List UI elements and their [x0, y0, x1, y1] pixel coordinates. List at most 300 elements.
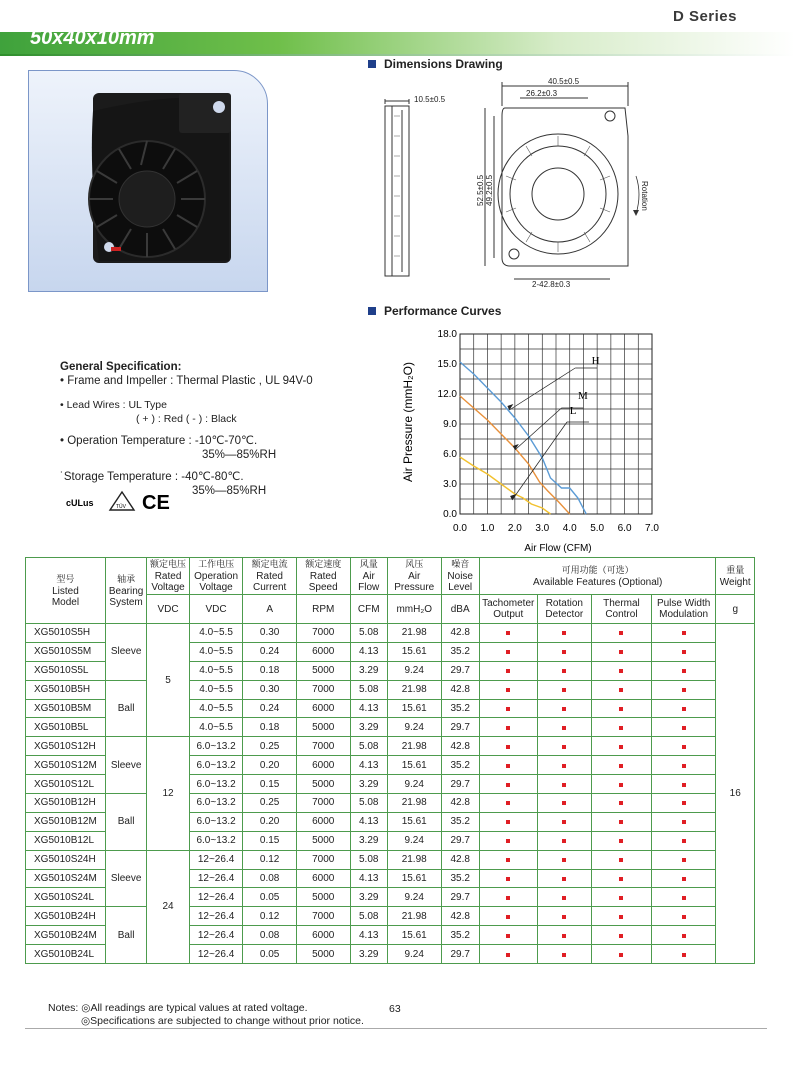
flow-cell: 4.13 — [350, 642, 387, 661]
table-row — [26, 794, 755, 813]
product-photo-frame — [28, 70, 268, 292]
notes-label: Notes: — [48, 1002, 79, 1014]
feature-available-icon — [682, 631, 686, 635]
speed-cell: 6000 — [296, 926, 350, 945]
tuv-cert-icon — [110, 492, 134, 510]
feature-available-cell — [592, 945, 652, 964]
noise-cell: 42.8 — [441, 794, 479, 813]
curve-pointer — [515, 408, 562, 450]
current-cell: 0.18 — [243, 718, 297, 737]
noise-cell: 29.7 — [441, 888, 479, 907]
flow-cell: 3.29 — [350, 661, 387, 680]
feature-available-cell — [537, 624, 592, 643]
feature-available-icon — [506, 650, 510, 654]
model-cell: XG5010B5H — [26, 680, 106, 699]
dimensions-heading-text: Dimensions Drawing — [384, 57, 503, 71]
feature-available-cell — [537, 775, 592, 794]
note-line-1: ◎All readings are typical values at rated voltage. — [81, 1002, 308, 1014]
pressure-cell: 9.24 — [387, 661, 441, 680]
feature-available-cell — [592, 812, 652, 831]
performance-chart-svg — [398, 322, 698, 557]
y-tick-label: 9.0 — [443, 419, 457, 430]
feature-available-icon — [506, 726, 510, 730]
feature-available-cell — [651, 775, 716, 794]
flow-cell: 3.29 — [350, 945, 387, 964]
noise-cell: 35.2 — [441, 699, 479, 718]
bearing-cell: Ball — [105, 680, 146, 737]
feature-available-cell — [592, 775, 652, 794]
rotation-label: Rotation — [640, 181, 649, 211]
feature-available-cell — [651, 831, 716, 850]
spec-title: General Specification: — [60, 361, 182, 373]
col-flow: 风量 Air Flow — [350, 558, 387, 595]
x-tick-label: 5.0 — [590, 523, 605, 534]
feature-available-icon — [562, 650, 566, 654]
svg-text:CE: CE — [142, 492, 170, 514]
flow-cell: 3.29 — [350, 888, 387, 907]
feature-available-cell — [537, 888, 592, 907]
feature-thermal: Thermal Control — [592, 595, 652, 624]
feature-available-icon — [682, 896, 686, 900]
current-cell: 0.05 — [243, 945, 297, 964]
current-cell: 0.24 — [243, 699, 297, 718]
feature-available-cell — [479, 642, 537, 661]
x-tick-label: 4.0 — [562, 523, 577, 534]
feature-available-icon — [562, 896, 566, 900]
feature-available-icon — [619, 915, 623, 919]
model-cell: XG5010B12H — [26, 794, 106, 813]
feature-available-cell — [479, 661, 537, 680]
noise-cell: 29.7 — [441, 775, 479, 794]
unit-op-voltage: VDC — [189, 595, 243, 624]
model-cell: XG5010S24L — [26, 888, 106, 907]
feature-available-cell — [592, 907, 652, 926]
curve-label-M: M — [577, 390, 588, 402]
feature-available-cell — [592, 888, 652, 907]
speed-cell: 6000 — [296, 699, 350, 718]
flow-cell: 3.29 — [350, 718, 387, 737]
speed-cell: 7000 — [296, 737, 350, 756]
performance-chart — [398, 322, 698, 562]
feature-available-cell — [592, 718, 652, 737]
y-tick-label: 18.0 — [437, 329, 457, 340]
feature-available-icon — [562, 669, 566, 673]
feature-available-icon — [619, 839, 623, 843]
feature-available-icon — [619, 669, 623, 673]
op-voltage-cell: 4.0~5.5 — [189, 642, 243, 661]
current-cell: 0.18 — [243, 661, 297, 680]
speed-cell: 5000 — [296, 775, 350, 794]
table-row — [26, 737, 755, 756]
op-voltage-cell: 6.0~13.2 — [189, 794, 243, 813]
page-number: 63 — [389, 1003, 401, 1015]
op-voltage-cell: 12~26.4 — [189, 850, 243, 869]
current-cell: 0.12 — [243, 907, 297, 926]
spec-frame: Frame and Impeller : Thermal Plastic , UL 94V-0 — [67, 375, 313, 387]
performance-heading-text: Performance Curves — [384, 304, 502, 318]
feature-available-cell — [651, 850, 716, 869]
feature-available-cell — [592, 699, 652, 718]
feature-available-icon — [562, 934, 566, 938]
speed-cell: 5000 — [296, 718, 350, 737]
noise-cell: 35.2 — [441, 869, 479, 888]
feature-available-icon — [506, 783, 510, 787]
feature-available-cell — [592, 756, 652, 775]
title-bar-line — [0, 54, 795, 56]
feature-available-cell — [592, 831, 652, 850]
spec-storage-humidity: 35%—85%RH — [192, 485, 267, 497]
feature-available-cell — [537, 680, 592, 699]
noise-cell: 42.8 — [441, 907, 479, 926]
feature-available-cell — [537, 737, 592, 756]
model-cell: XG5010S12H — [26, 737, 106, 756]
feature-available-cell — [651, 737, 716, 756]
feature-available-icon — [506, 915, 510, 919]
feature-available-icon — [682, 688, 686, 692]
col-pressure: 风压 Air Pressure — [387, 558, 441, 595]
model-cell: XG5010B12M — [26, 812, 106, 831]
flow-cell: 4.13 — [350, 756, 387, 775]
current-cell: 0.30 — [243, 624, 297, 643]
model-cell: XG5010B24M — [26, 926, 106, 945]
noise-cell: 29.7 — [441, 945, 479, 964]
feature-available-icon — [506, 745, 510, 749]
flow-cell: 3.29 — [350, 775, 387, 794]
feature-available-icon — [619, 764, 623, 768]
feature-available-icon — [682, 953, 686, 957]
unit-current: A — [243, 595, 297, 624]
feature-available-cell — [651, 624, 716, 643]
op-voltage-cell: 12~26.4 — [189, 888, 243, 907]
feature-available-icon — [619, 896, 623, 900]
pressure-cell: 9.24 — [387, 775, 441, 794]
feature-available-icon — [562, 783, 566, 787]
pressure-cell: 21.98 — [387, 850, 441, 869]
feature-available-icon — [506, 707, 510, 711]
pressure-cell: 9.24 — [387, 945, 441, 964]
feature-available-cell — [651, 812, 716, 831]
feature-available-cell — [537, 907, 592, 926]
table-row — [26, 907, 755, 926]
feature-available-icon — [619, 688, 623, 692]
noise-cell: 35.2 — [441, 812, 479, 831]
feature-available-cell — [479, 737, 537, 756]
feature-available-icon — [619, 934, 623, 938]
current-cell: 0.08 — [243, 869, 297, 888]
feature-available-cell — [537, 945, 592, 964]
series-line-H — [460, 362, 586, 514]
performance-heading — [368, 304, 501, 318]
feature-available-icon — [562, 839, 566, 843]
col-bearing: 轴承 Bearing System — [105, 558, 146, 624]
noise-cell: 42.8 — [441, 850, 479, 869]
noise-cell: 42.8 — [441, 680, 479, 699]
feature-available-cell — [651, 907, 716, 926]
op-voltage-cell: 6.0~13.2 — [189, 737, 243, 756]
feature-available-icon — [619, 783, 623, 787]
svg-text:TÜV: TÜV — [116, 504, 126, 510]
col-features: 可用功能（可选） Available Features (Optional) — [479, 558, 716, 595]
speed-cell: 7000 — [296, 624, 350, 643]
bearing-cell: Ball — [105, 794, 146, 851]
x-tick-label: 2.0 — [507, 523, 522, 534]
flow-cell: 4.13 — [350, 812, 387, 831]
curve-label-L: L — [569, 405, 577, 417]
general-specification: General Specification: • Frame and Impeller : Thermal Plastic , UL 94V-0 • Lead Wires : UL Type ( + ) : Red ( - ) : Black • Operation Temperature : -10℃-70℃. 35%—85%RH ˙Storage Temperature : -40℃-80℃. 35%—85%RH — [60, 360, 360, 498]
feature-available-icon — [682, 764, 686, 768]
speed-cell: 6000 — [296, 642, 350, 661]
pressure-cell: 21.98 — [387, 737, 441, 756]
feature-available-cell — [651, 699, 716, 718]
op-voltage-cell: 4.0~5.5 — [189, 699, 243, 718]
flow-cell: 5.08 — [350, 680, 387, 699]
y-tick-label: 0.0 — [443, 509, 457, 520]
feature-available-cell — [479, 794, 537, 813]
feature-available-cell — [479, 888, 537, 907]
svg-text:cULus: cULus — [66, 498, 94, 508]
feature-available-icon — [682, 858, 686, 862]
col-model: 型号 Listed Model — [26, 558, 106, 624]
feature-available-cell — [651, 718, 716, 737]
current-cell: 0.24 — [243, 642, 297, 661]
pressure-cell: 9.24 — [387, 831, 441, 850]
y-tick-label: 3.0 — [443, 479, 457, 490]
feature-available-icon — [682, 915, 686, 919]
op-voltage-cell: 12~26.4 — [189, 869, 243, 888]
speed-cell: 6000 — [296, 756, 350, 775]
feature-available-icon — [682, 934, 686, 938]
op-voltage-cell: 4.0~5.5 — [189, 718, 243, 737]
noise-cell: 29.7 — [441, 661, 479, 680]
voltage-cell: 12 — [147, 737, 189, 850]
feature-available-icon — [506, 953, 510, 957]
spec-lead-colors: ( + ) : Red ( - ) : Black — [136, 413, 237, 425]
pressure-cell: 21.98 — [387, 680, 441, 699]
noise-cell: 42.8 — [441, 624, 479, 643]
feature-available-cell — [537, 850, 592, 869]
curve-label-H: H — [591, 355, 600, 367]
speed-cell: 7000 — [296, 850, 350, 869]
col-voltage: 额定电压 Rated Voltage — [147, 558, 189, 595]
feature-available-icon — [619, 650, 623, 654]
feature-available-icon — [506, 934, 510, 938]
model-cell: XG5010B24H — [26, 907, 106, 926]
feature-available-icon — [562, 915, 566, 919]
feature-available-icon — [562, 858, 566, 862]
flow-cell: 5.08 — [350, 907, 387, 926]
curve-pointer — [512, 422, 567, 500]
pressure-cell: 21.98 — [387, 907, 441, 926]
feature-available-cell — [651, 680, 716, 699]
voltage-cell: 24 — [147, 850, 189, 963]
speed-cell: 7000 — [296, 907, 350, 926]
feature-pwm: Pulse Width Modulation — [651, 595, 716, 624]
voltage-cell: 5 — [147, 624, 189, 737]
feature-available-icon — [619, 745, 623, 749]
current-cell: 0.12 — [243, 850, 297, 869]
x-tick-label: 7.0 — [645, 523, 659, 534]
feature-available-cell — [651, 888, 716, 907]
op-voltage-cell: 4.0~5.5 — [189, 680, 243, 699]
pressure-cell: 15.61 — [387, 812, 441, 831]
model-cell: XG5010B5L — [26, 718, 106, 737]
feature-available-icon — [682, 783, 686, 787]
bearing-cell: Sleeve — [105, 850, 146, 907]
model-cell: XG5010S24H — [26, 850, 106, 869]
feature-available-icon — [619, 726, 623, 730]
feature-rotation: Rotation Detector — [537, 595, 592, 624]
feature-available-cell — [537, 869, 592, 888]
series-label: D Series — [672, 8, 737, 25]
feature-available-icon — [562, 764, 566, 768]
feature-available-cell — [592, 869, 652, 888]
y-tick-label: 15.0 — [437, 359, 457, 370]
feature-available-icon — [619, 953, 623, 957]
feature-available-cell — [537, 642, 592, 661]
dimensions-heading — [368, 57, 503, 71]
model-cell: XG5010B24L — [26, 945, 106, 964]
feature-available-cell — [651, 869, 716, 888]
notes — [48, 1002, 364, 1028]
feature-available-cell — [651, 945, 716, 964]
feature-available-icon — [562, 631, 566, 635]
feature-available-cell — [651, 756, 716, 775]
feature-available-cell — [537, 812, 592, 831]
dimensions-drawing — [370, 76, 670, 296]
feature-available-icon — [682, 877, 686, 881]
pressure-cell: 9.24 — [387, 888, 441, 907]
speed-cell: 6000 — [296, 812, 350, 831]
model-cell: XG5010B12L — [26, 831, 106, 850]
feature-available-icon — [682, 801, 686, 805]
bullet-square-icon — [368, 60, 376, 68]
feature-available-cell — [537, 756, 592, 775]
feature-available-cell — [479, 699, 537, 718]
feature-available-icon — [562, 726, 566, 730]
current-cell: 0.25 — [243, 737, 297, 756]
feature-available-icon — [619, 631, 623, 635]
dim-height: 52.5±0.5 — [476, 174, 485, 206]
flow-cell: 4.13 — [350, 699, 387, 718]
speed-cell: 6000 — [296, 869, 350, 888]
model-cell: XG5010S12L — [26, 775, 106, 794]
feature-available-icon — [562, 745, 566, 749]
feature-available-cell — [479, 869, 537, 888]
feature-available-cell — [479, 831, 537, 850]
feature-available-cell — [592, 661, 652, 680]
table-row — [26, 680, 755, 699]
feature-available-cell — [479, 756, 537, 775]
feature-available-cell — [479, 907, 537, 926]
feature-available-cell — [592, 850, 652, 869]
feature-available-cell — [479, 624, 537, 643]
y-axis-label: Air Pressure (mmH₂O) — [401, 362, 415, 482]
feature-available-cell — [592, 737, 652, 756]
op-voltage-cell: 4.0~5.5 — [189, 661, 243, 680]
bearing-cell: Ball — [105, 907, 146, 964]
x-tick-label: 0.0 — [453, 523, 467, 534]
feature-available-cell — [592, 680, 652, 699]
noise-cell: 35.2 — [441, 642, 479, 661]
feature-available-cell — [592, 794, 652, 813]
feature-available-cell — [651, 642, 716, 661]
feature-available-cell — [537, 794, 592, 813]
pressure-cell: 15.61 — [387, 926, 441, 945]
model-title: 50x40x10mm — [30, 27, 155, 49]
noise-cell: 35.2 — [441, 756, 479, 775]
feature-available-cell — [537, 661, 592, 680]
op-voltage-cell: 12~26.4 — [189, 945, 243, 964]
model-cell: XG5010B5M — [26, 699, 106, 718]
col-noise: 噪音 Noise Level — [441, 558, 479, 595]
unit-weight: g — [716, 595, 755, 624]
model-cell: XG5010S5M — [26, 642, 106, 661]
model-cell: XG5010S12M — [26, 756, 106, 775]
op-voltage-cell: 6.0~13.2 — [189, 812, 243, 831]
feature-available-cell — [651, 794, 716, 813]
feature-available-cell — [592, 624, 652, 643]
feature-available-icon — [562, 688, 566, 692]
feature-available-cell — [479, 812, 537, 831]
col-weight: 重量 Weight — [716, 558, 755, 595]
col-op-voltage: 工作电压 Operation Voltage — [189, 558, 243, 595]
feature-available-icon — [619, 858, 623, 862]
current-cell: 0.15 — [243, 775, 297, 794]
col-speed: 额定速度 Rated Speed — [296, 558, 350, 595]
feature-available-icon — [562, 801, 566, 805]
pressure-cell: 21.98 — [387, 624, 441, 643]
certification-logos — [66, 488, 186, 519]
op-voltage-cell: 12~26.4 — [189, 907, 243, 926]
bullet-square-icon — [368, 307, 376, 315]
feature-available-icon — [506, 877, 510, 881]
feature-available-icon — [619, 707, 623, 711]
speed-cell: 7000 — [296, 794, 350, 813]
spec-storage-temp: Storage Temperature : -40℃-80℃. — [63, 471, 244, 483]
current-cell: 0.30 — [243, 680, 297, 699]
bearing-cell: Sleeve — [105, 624, 146, 681]
feature-available-cell — [479, 775, 537, 794]
noise-cell: 35.2 — [441, 926, 479, 945]
feature-available-icon — [506, 820, 510, 824]
dim-hole-spacing: 2-42.8±0.3 — [532, 280, 571, 289]
speed-cell: 5000 — [296, 945, 350, 964]
x-tick-label: 6.0 — [617, 523, 632, 534]
feature-available-icon — [682, 839, 686, 843]
ul-cert-icon — [66, 498, 94, 508]
x-tick-label: 1.0 — [480, 523, 495, 534]
noise-cell: 29.7 — [441, 718, 479, 737]
fan-photo — [29, 71, 268, 292]
pressure-cell: 15.61 — [387, 699, 441, 718]
dim-inner-width: 26.2±0.3 — [526, 89, 558, 98]
op-voltage-cell: 6.0~13.2 — [189, 756, 243, 775]
feature-available-cell — [537, 699, 592, 718]
feature-available-icon — [682, 820, 686, 824]
feature-available-cell — [479, 718, 537, 737]
feature-available-icon — [682, 707, 686, 711]
feature-available-cell — [651, 926, 716, 945]
feature-available-icon — [562, 707, 566, 711]
current-cell: 0.25 — [243, 794, 297, 813]
flow-cell: 5.08 — [350, 737, 387, 756]
spec-table — [25, 557, 755, 964]
model-cell: XG5010S5L — [26, 661, 106, 680]
dim-inner-height: 49.2±0.5 — [485, 174, 494, 206]
noise-cell: 42.8 — [441, 737, 479, 756]
feature-available-icon — [506, 801, 510, 805]
flow-cell: 5.08 — [350, 794, 387, 813]
